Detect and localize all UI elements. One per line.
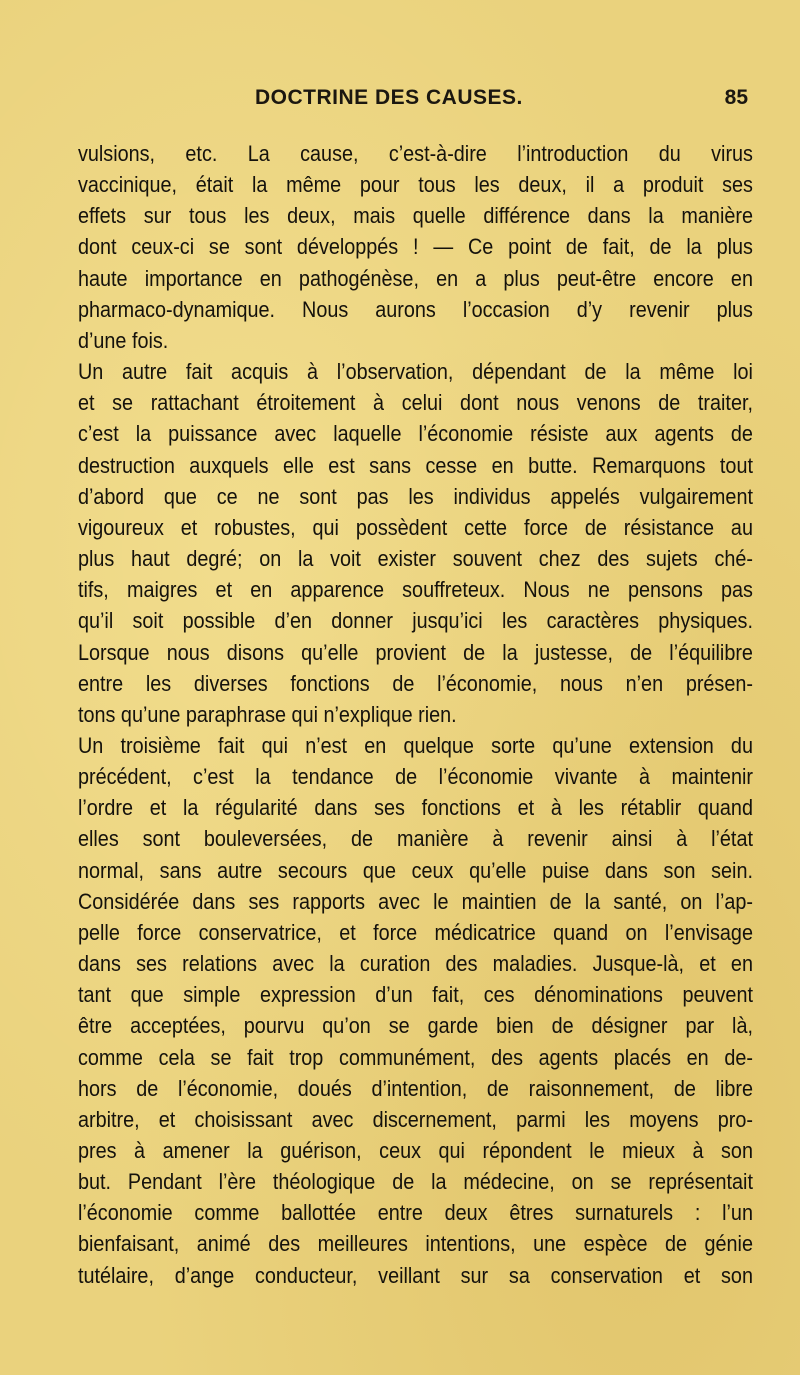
- text-line: dans ses relations avec la curation des maladies. Jusque-là, et en: [78, 951, 753, 977]
- body-text: [78, 138, 753, 1291]
- text-line: pharmaco-dynamique. Nous aurons l’occasion d’y revenir plus: [78, 296, 753, 322]
- text-line: d’une fois.: [78, 327, 169, 353]
- text-line: bienfaisant, animé des meilleures intentions, une espèce de génie: [78, 1231, 753, 1257]
- text-line: vulsions, etc. La cause, c’est-à-dire l’introduction du virus: [78, 141, 753, 166]
- text-line: plus haut degré; on la voit exister souvent chez des sujets ché-: [78, 546, 753, 572]
- text-line: Lorsque nous disons qu’elle provient de la justesse, de l’équilibre: [78, 639, 753, 665]
- text-line: entre les diverses fonctions de l’économie, nous n’en présen-: [78, 670, 753, 696]
- text-line: d’abord que ce ne sont pas les individus appelés vulgairement: [78, 483, 753, 509]
- text-line: tutélaire, d’ange conducteur, veillant sur sa conservation et son: [78, 1262, 753, 1288]
- text-line: et se rattachant étroitement à celui dont nous venons de traiter,: [78, 390, 753, 416]
- text-line: effets sur tous les deux, mais quelle différence dans la manière: [78, 203, 753, 229]
- text-line: tant que simple expression d’un fait, ces dénominations peuvent: [78, 982, 753, 1008]
- text-line: être acceptées, pourvu qu’on se garde bien de désigner par là,: [78, 1013, 753, 1039]
- text-line: dont ceux-ci se sont développés ! — Ce point de fait, de la plus: [78, 234, 753, 260]
- text-line: tifs, maigres et en apparence souffreteux. Nous ne pensons pas: [78, 577, 753, 603]
- text-line: but. Pendant l’ère théologique de la médecine, on se représentait: [78, 1169, 753, 1195]
- text-line: vigoureux et robustes, qui possèdent cette force de résistance au: [78, 514, 753, 540]
- text-line: comme cela se fait trop communément, des agents placés en de-: [78, 1044, 753, 1070]
- text-line: l’économie comme ballottée entre deux êtres surnaturels : l’un: [78, 1200, 753, 1226]
- text-line: précédent, c’est la tendance de l’économie vivante à maintenir: [78, 764, 753, 790]
- text-line: Considérée dans ses rapports avec le maintien de la santé, on l’ap-: [78, 888, 753, 914]
- text-line: normal, sans autre secours que ceux qu’elle puise dans son sein.: [78, 857, 753, 883]
- page-number: 85: [724, 86, 748, 109]
- running-title: DOCTRINE DES CAUSES.: [255, 86, 523, 109]
- text-line: pelle force conservatrice, et force médicatrice quand on l’envisage: [78, 919, 753, 945]
- text-line: l’ordre et la régularité dans ses fonctions et à les rétablir quand: [78, 795, 753, 821]
- text-line: tons qu’une paraphrase qui n’explique rien.: [78, 701, 457, 727]
- text-line: qu’il soit possible d’en donner jusqu’ici les caractères physiques.: [78, 608, 753, 634]
- paragraph-start-line: Un troisième fait qui n’est en quelque sorte qu’une extension du: [78, 732, 753, 758]
- text-line: vaccinique, était la même pour tous les deux, il a produit ses: [78, 172, 753, 198]
- text-line: destruction auxquels elle est sans cesse en butte. Remarquons tout: [78, 452, 753, 478]
- text-line: arbitre, et choisissant avec discernement, parmi les moyens pro-: [78, 1106, 753, 1132]
- paragraph-start-line: Un autre fait acquis à l’observation, dépendant de la même loi: [78, 359, 753, 385]
- text-line: elles sont bouleversées, de manière à revenir ainsi à l’état: [78, 826, 753, 852]
- text-line: pres à amener la guérison, ceux qui répondent le mieux à son: [78, 1138, 753, 1163]
- text-line: haute importance en pathogénèse, en a plus peut-être encore en: [78, 265, 753, 291]
- text-line: c’est la puissance avec laquelle l’économie résiste aux agents de: [78, 421, 753, 447]
- text-line: hors de l’économie, doués d’intention, de raisonnement, de libre: [78, 1075, 753, 1101]
